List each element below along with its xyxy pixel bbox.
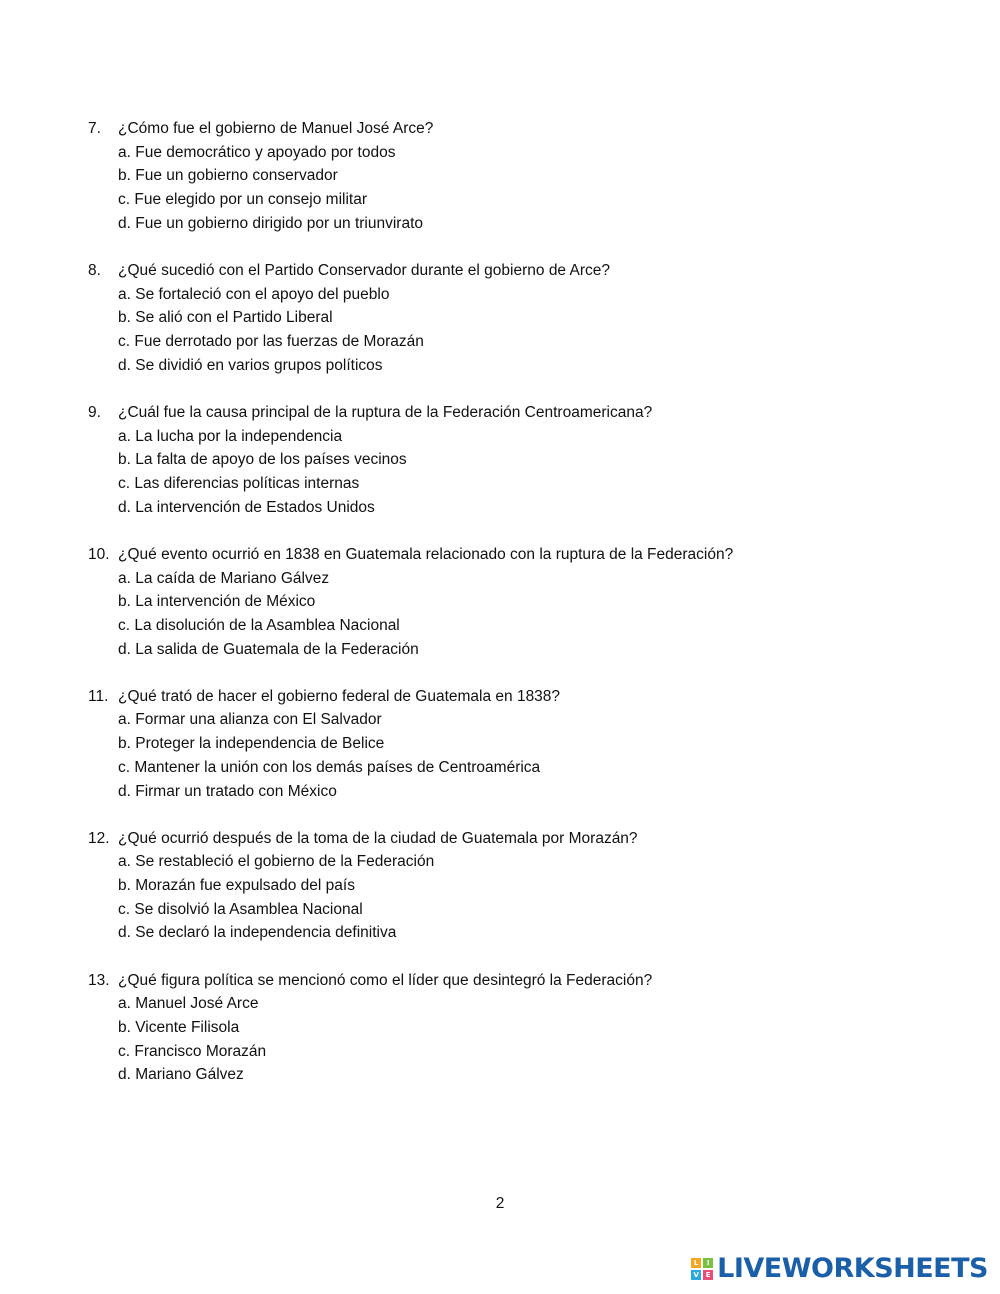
question-prompt [88,259,948,283]
brand-name: LIVEWORKSHEETS [717,1253,988,1284]
question-text: ¿Qué trató de hacer el gobierno federal de Guatemala en 1838? [118,687,561,705]
option-a[interactable]: a. Formar una alianza con El Salvador [118,711,382,729]
option-list [88,283,948,378]
option-list [88,425,948,520]
option-a[interactable]: a. Se fortaleció con el apoyo del pueblo [118,285,390,303]
option-list [88,992,948,1087]
option-c[interactable]: c. Francisco Morazán [118,1042,267,1060]
option-d[interactable]: d. Se dividió en varios grupos políticos [118,356,383,374]
option-a[interactable]: a. Manuel José Arce [118,995,259,1013]
option-b[interactable]: b. Se alió con el Partido Liberal [118,309,333,327]
question-number: 9. [88,403,101,421]
page-number: 2 [495,1195,505,1212]
question-number: 11. [88,687,109,705]
option-a[interactable]: a. Fue democrático y apoyado por todos [118,143,396,161]
question-text: ¿Qué ocurrió después de la toma de la ciudad de Guatemala por Morazán? [118,829,638,847]
logo-letter: L [691,1258,701,1268]
option-d[interactable]: d. Firmar un tratado con México [118,782,337,800]
question-prompt [88,401,948,425]
option-d[interactable]: d. La intervención de Estados Unidos [118,498,375,516]
option-d[interactable]: d. Se declaró la independencia definitiva [118,924,397,942]
question-8 [88,259,948,377]
option-c[interactable]: c. Las diferencias políticas internas [118,474,360,492]
question-10 [88,543,948,661]
option-b[interactable]: b. Fue un gobierno conservador [118,167,338,185]
option-b[interactable]: b. Morazán fue expulsado del país [118,877,355,895]
question-list [88,117,948,1111]
option-d[interactable]: d. La salida de Guatemala de la Federación [118,640,419,658]
question-prompt [88,543,948,567]
question-text: ¿Cómo fue el gobierno de Manuel José Arce? [118,120,434,137]
option-c[interactable]: c. Fue derrotado por las fuerzas de Morazán [118,333,424,350]
option-b[interactable]: b. La falta de apoyo de los países vecinos [118,451,407,469]
liveworksheets-logo-icon [691,1258,713,1280]
question-text: ¿Cuál fue la causa principal de la ruptura de la Federación Centroamericana? [118,403,653,421]
logo-letter: E [703,1270,713,1280]
option-c[interactable]: c. La disolución de la Asamblea Nacional [118,616,400,634]
option-a[interactable]: a. La lucha por la independencia [118,427,343,445]
option-list [88,567,948,662]
question-7 [88,117,948,235]
question-prompt [88,685,948,709]
question-13 [88,969,948,1087]
question-number: 13. [88,971,110,989]
option-c[interactable]: c. Mantener la unión con los demás países de Centroamérica [118,758,541,776]
option-b[interactable]: b. La intervención de México [118,593,316,611]
logo-letter: V [691,1270,701,1280]
option-d[interactable]: d. Mariano Gálvez [118,1066,244,1084]
liveworksheets-brand [691,1254,988,1284]
option-c[interactable]: c. Se disolvió la Asamblea Nacional [118,900,363,918]
option-b[interactable]: b. Proteger la independencia de Belice [118,735,385,753]
question-prompt [88,117,948,141]
option-c[interactable]: c. Fue elegido por un consejo militar [118,191,367,209]
option-list [88,141,948,236]
question-9 [88,401,948,519]
option-b[interactable]: b. Vicente Filisola [118,1019,240,1036]
option-a[interactable]: a. La caída de Mariano Gálvez [118,569,330,587]
question-number: 7. [88,120,101,137]
question-number: 10. [88,545,110,563]
question-prompt [88,969,948,993]
option-a[interactable]: a. Se restableció el gobierno de la Federación [118,853,435,871]
question-text: ¿Qué figura política se mencionó como el líder que desintegró la Federación? [118,971,653,989]
question-11 [88,685,948,803]
question-text: ¿Qué sucedió con el Partido Conservador durante el gobierno de Arce? [118,261,610,279]
question-prompt [88,827,948,851]
question-number: 12. [88,829,110,847]
option-list [88,850,948,945]
logo-letter: I [703,1258,713,1268]
question-12 [88,827,948,945]
question-number: 8. [88,261,101,279]
question-text: ¿Qué evento ocurrió en 1838 en Guatemala relacionado con la ruptura de la Federación? [118,545,734,563]
option-list [88,708,948,803]
option-d[interactable]: d. Fue un gobierno dirigido por un triunvirato [118,214,424,232]
